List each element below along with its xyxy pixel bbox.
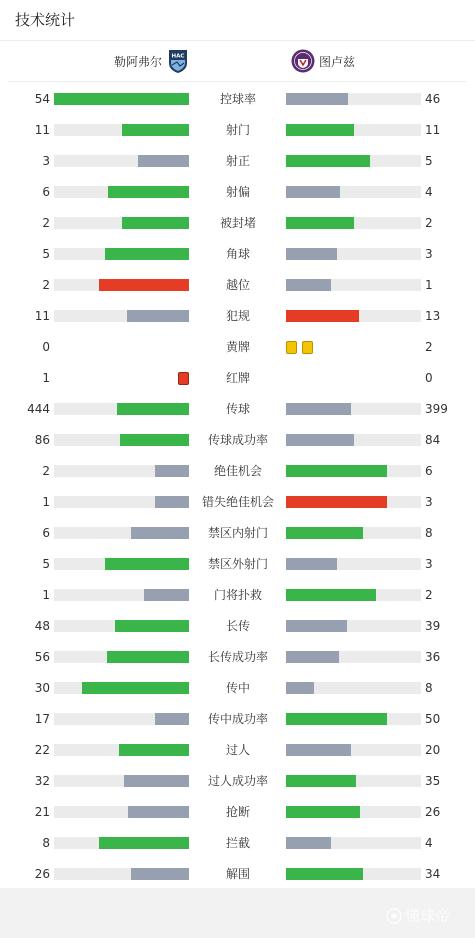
- stat-row: [0, 524, 475, 555]
- home-stat-value: 6: [42, 185, 50, 199]
- away-team-logo-icon: [291, 49, 315, 73]
- away-stat-bar: [286, 837, 421, 849]
- away-stat-value: 0: [425, 371, 433, 385]
- stat-row: [0, 276, 475, 307]
- away-stat-value: 3: [425, 557, 433, 571]
- away-stat-value: 26: [425, 805, 441, 819]
- away-stat-bar: [286, 124, 421, 136]
- stat-label: 传中成功率: [207, 712, 268, 726]
- stat-label: 门将扑救: [213, 588, 262, 602]
- home-stat-bar-fill: [131, 527, 189, 539]
- home-stat-bar-fill: [127, 310, 189, 322]
- away-stat-bar: [286, 589, 421, 601]
- home-stat-bar-fill: [138, 155, 189, 167]
- away-stat-value: 34: [425, 867, 441, 881]
- stat-row: [0, 307, 475, 338]
- home-stat-value: 8: [42, 836, 50, 850]
- home-stat-value: 17: [34, 712, 50, 726]
- away-stat-bar: [286, 465, 421, 477]
- page-title: 技术统计: [15, 11, 76, 29]
- stat-label: 抢断: [225, 805, 250, 819]
- stat-row: [0, 183, 475, 214]
- stat-label: 长传成功率: [207, 650, 268, 664]
- home-team-name: 勒阿弗尔: [113, 54, 162, 69]
- home-stat-value: 86: [34, 433, 50, 447]
- stat-label: 黄牌: [225, 340, 250, 354]
- away-stat-bar-fill: [286, 620, 347, 632]
- stat-label: 禁区外射门: [207, 557, 268, 571]
- home-stat-bar: [54, 496, 189, 508]
- away-stat-bar-fill: [286, 682, 314, 694]
- home-stat-value: 1: [42, 588, 50, 602]
- home-stat-bar: [54, 403, 189, 415]
- stat-row: [0, 245, 475, 276]
- away-stat-bar-fill: [286, 651, 339, 663]
- stat-label: 射正: [225, 154, 250, 168]
- stat-row: [0, 214, 475, 245]
- stat-label: 犯规: [225, 309, 250, 323]
- home-stat-bar: [54, 186, 189, 198]
- away-stat-bar: [286, 217, 421, 229]
- away-stat-bar: [286, 186, 421, 198]
- home-stat-bar-fill: [155, 465, 189, 477]
- stat-row: [0, 338, 475, 369]
- home-stat-bar: [54, 465, 189, 477]
- home-stat-bar-fill: [108, 186, 189, 198]
- home-stat-bar: [54, 434, 189, 446]
- stat-row: [0, 462, 475, 493]
- away-stat-bar-fill: [286, 93, 348, 105]
- stat-label: 角球: [225, 247, 250, 261]
- home-stat-bar-fill: [117, 403, 189, 415]
- stat-row: [0, 431, 475, 462]
- home-stat-bar: [54, 589, 189, 601]
- stat-row: [0, 493, 475, 524]
- away-stat-bar-fill: [286, 186, 340, 198]
- home-stat-bar-fill: [105, 558, 189, 570]
- away-stat-bar: [286, 713, 421, 725]
- red-card-icon: [178, 372, 189, 385]
- away-stat-value: 2: [425, 216, 433, 230]
- stat-label: 传球成功率: [207, 433, 268, 447]
- away-stat-bar: [286, 620, 421, 632]
- stat-row: [0, 648, 475, 679]
- away-stat-bar: [286, 558, 421, 570]
- away-stat-value: 4: [425, 836, 433, 850]
- stat-row: [0, 555, 475, 586]
- home-stat-value: 22: [34, 743, 50, 757]
- stat-label: 拦截: [225, 836, 250, 850]
- away-stat-bar-fill: [286, 527, 363, 539]
- home-stat-bar: [54, 558, 189, 570]
- stat-label: 红牌: [225, 371, 250, 385]
- yellow-card-icon: [302, 341, 313, 354]
- stat-label: 射偏: [225, 185, 250, 199]
- stat-label: 过人: [225, 743, 250, 757]
- home-stat-bar-fill: [128, 806, 189, 818]
- away-stat-bar-fill: [286, 248, 337, 260]
- stat-row: [0, 741, 475, 772]
- away-stat-bar: [286, 155, 421, 167]
- away-stat-bar-fill: [286, 589, 376, 601]
- home-stat-bar: [54, 620, 189, 632]
- yellow-card-icon: [286, 341, 297, 354]
- home-stat-value: 0: [42, 340, 50, 354]
- away-stat-bar: [286, 806, 421, 818]
- away-team[interactable]: [291, 41, 355, 81]
- away-stat-bar-fill: [286, 155, 370, 167]
- home-stat-bar-fill: [122, 124, 190, 136]
- stat-row: [0, 152, 475, 183]
- stat-label: 传球: [225, 402, 250, 416]
- watermark: [386, 905, 450, 926]
- stat-label: 禁区内射门: [207, 526, 268, 540]
- away-stat-bar-fill: [286, 403, 351, 415]
- home-stat-value: 5: [42, 557, 50, 571]
- away-stat-bar-fill: [286, 217, 354, 229]
- away-stat-bar: [286, 434, 421, 446]
- home-stat-bar-fill: [99, 279, 189, 291]
- stat-label: 解围: [225, 867, 250, 881]
- away-stat-bar: [286, 279, 421, 291]
- away-stat-bar-fill: [286, 465, 387, 477]
- away-stat-value: 46: [425, 92, 441, 106]
- away-stat-bar-fill: [286, 837, 331, 849]
- home-stat-value: 2: [42, 216, 50, 230]
- away-stat-bar: [286, 496, 421, 508]
- away-stat-bar: [286, 310, 421, 322]
- away-stat-bar: [286, 248, 421, 260]
- home-stat-value: 3: [42, 154, 50, 168]
- home-team-logo-icon: [168, 49, 188, 74]
- home-stat-bar: [54, 744, 189, 756]
- home-stat-bar: [54, 806, 189, 818]
- away-stat-bar-fill: [286, 713, 387, 725]
- home-stat-bar-fill: [144, 589, 189, 601]
- away-stat-value: 5: [425, 154, 433, 168]
- away-stat-value: 39: [425, 619, 441, 633]
- stat-row: [0, 617, 475, 648]
- stat-row: [0, 90, 475, 121]
- away-stat-value: 50: [425, 712, 441, 726]
- home-stat-bar: [54, 651, 189, 663]
- away-stat-bar-fill: [286, 310, 359, 322]
- away-stat-bar-fill: [286, 558, 337, 570]
- stat-row: [0, 834, 475, 865]
- dongqiudi-logo-icon: [386, 908, 402, 924]
- home-stat-bar-fill: [105, 248, 189, 260]
- svg-text:HAC: HAC: [171, 53, 185, 59]
- away-stat-bar: [286, 527, 421, 539]
- away-stat-bar-fill: [286, 279, 331, 291]
- stat-row: [0, 710, 475, 741]
- home-stat-bar: [54, 527, 189, 539]
- home-stat-value: 1: [42, 495, 50, 509]
- away-team-name: 图卢兹: [319, 54, 356, 69]
- home-team[interactable]: [114, 41, 188, 81]
- away-stat-value: 399: [425, 402, 448, 416]
- away-stat-value: 13: [425, 309, 441, 323]
- away-stat-bar: [286, 651, 421, 663]
- home-stat-bar-fill: [155, 496, 189, 508]
- away-cards: [286, 341, 318, 354]
- stat-row: [0, 679, 475, 710]
- away-stat-bar-fill: [286, 806, 360, 818]
- home-stat-value: 444: [27, 402, 50, 416]
- home-stat-bar-fill: [107, 651, 189, 663]
- stat-row: [0, 865, 475, 896]
- away-stat-bar-fill: [286, 434, 354, 446]
- home-stat-bar: [54, 248, 189, 260]
- home-stat-bar-fill: [131, 868, 189, 880]
- home-stat-bar-fill: [115, 620, 189, 632]
- stat-label: 错失绝佳机会: [201, 495, 274, 509]
- away-stat-bar-fill: [286, 744, 351, 756]
- away-stat-value: 84: [425, 433, 441, 447]
- away-stat-value: 20: [425, 743, 441, 757]
- home-stat-bar-fill: [155, 713, 189, 725]
- home-stat-bar: [54, 713, 189, 725]
- away-stat-bar: [286, 403, 421, 415]
- home-stat-bar: [54, 217, 189, 229]
- stat-label: 越位: [225, 278, 250, 292]
- home-stat-bar: [54, 124, 189, 136]
- home-stat-value: 26: [34, 867, 50, 881]
- home-stat-bar: [54, 682, 189, 694]
- home-stat-bar: [54, 310, 189, 322]
- away-stat-value: 35: [425, 774, 441, 788]
- away-stat-value: 3: [425, 495, 433, 509]
- stat-row: [0, 803, 475, 834]
- away-stat-value: 8: [425, 681, 433, 695]
- away-stat-bar: [286, 744, 421, 756]
- away-stat-value: 1: [425, 278, 433, 292]
- home-stat-bar-fill: [119, 744, 189, 756]
- away-stat-value: 36: [425, 650, 441, 664]
- stat-label: 控球率: [219, 92, 256, 106]
- stat-label: 被封堵: [219, 216, 256, 230]
- home-stat-bar-fill: [54, 93, 189, 105]
- home-stat-value: 30: [34, 681, 50, 695]
- away-stat-value: 2: [425, 340, 433, 354]
- away-stat-bar: [286, 93, 421, 105]
- stat-row: [0, 586, 475, 617]
- home-stat-value: 11: [34, 309, 50, 323]
- watermark-text: 懂球帝: [405, 907, 451, 925]
- home-stat-bar-fill: [124, 775, 189, 787]
- home-stat-value: 21: [34, 805, 50, 819]
- home-cards: [173, 372, 189, 385]
- stat-label: 传中: [225, 681, 250, 695]
- home-stat-value: 54: [34, 92, 50, 106]
- stat-label: 绝佳机会: [213, 464, 262, 478]
- away-stat-bar-fill: [286, 775, 356, 787]
- away-stat-value: 2: [425, 588, 433, 602]
- home-stat-value: 2: [42, 464, 50, 478]
- home-stat-value: 32: [34, 774, 50, 788]
- home-stat-value: 56: [34, 650, 50, 664]
- away-stat-bar: [286, 868, 421, 880]
- home-stat-bar: [54, 775, 189, 787]
- stat-label: 过人成功率: [207, 774, 268, 788]
- stat-row: [0, 772, 475, 803]
- home-stat-bar-fill: [99, 837, 189, 849]
- home-stat-bar-fill: [120, 434, 189, 446]
- home-stat-bar-fill: [122, 217, 190, 229]
- home-stat-value: 2: [42, 278, 50, 292]
- home-stat-value: 1: [42, 371, 50, 385]
- away-stat-bar-fill: [286, 496, 387, 508]
- home-stat-bar: [54, 155, 189, 167]
- away-stat-value: 4: [425, 185, 433, 199]
- team-header: [8, 41, 466, 82]
- home-stat-bar-fill: [82, 682, 189, 694]
- home-stat-bar: [54, 837, 189, 849]
- away-stat-value: 3: [425, 247, 433, 261]
- home-stat-value: 5: [42, 247, 50, 261]
- stat-row: [0, 121, 475, 152]
- stat-label: 长传: [225, 619, 250, 633]
- home-stat-bar: [54, 279, 189, 291]
- away-stat-value: 6: [425, 464, 433, 478]
- home-stat-value: 48: [34, 619, 50, 633]
- stat-row: [0, 400, 475, 431]
- away-stat-bar-fill: [286, 868, 363, 880]
- home-stat-value: 11: [34, 123, 50, 137]
- stat-row: [0, 369, 475, 400]
- home-stat-bar: [54, 868, 189, 880]
- home-stat-value: 6: [42, 526, 50, 540]
- away-stat-value: 11: [425, 123, 441, 137]
- home-stat-bar: [54, 93, 189, 105]
- away-stat-bar: [286, 682, 421, 694]
- away-stat-value: 8: [425, 526, 433, 540]
- away-stat-bar-fill: [286, 124, 354, 136]
- away-stat-bar: [286, 775, 421, 787]
- stat-label: 射门: [225, 123, 250, 137]
